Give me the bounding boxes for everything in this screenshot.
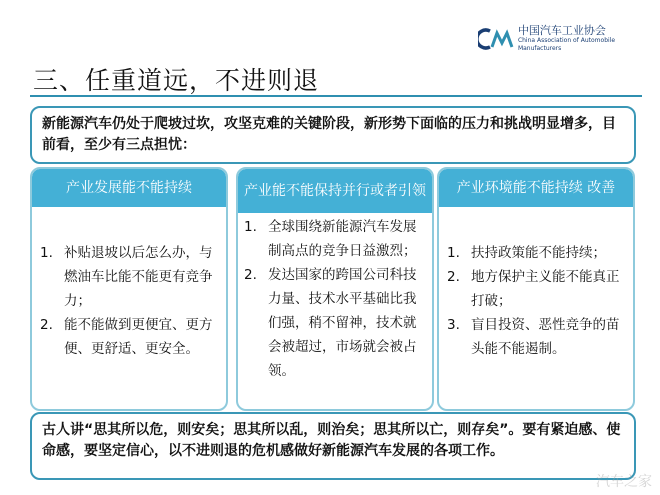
list-item xyxy=(447,265,627,313)
conclusion-text: 古人讲“思其所以危，则安矣；思其所以乱，则治矣；思其所以亡，则存矣”。要有紧迫感、使命感，要坚定信心，以不进则退的危机感做好新能源汽车发展的各项工作。 xyxy=(42,422,621,459)
concern-column-industry-development xyxy=(30,167,228,411)
list-item xyxy=(244,263,426,383)
item-text: 能不能做到更便宜、更方便、更舒适、更安全。 xyxy=(64,317,213,357)
item-text: 地方保护主义能不能真正打破； xyxy=(471,269,620,309)
item-text: 补贴退坡以后怎么办，与燃油车比能不能更有竞争力； xyxy=(64,245,213,309)
list-item xyxy=(447,313,627,361)
concern-column-industry-leadership xyxy=(236,167,434,411)
item-number: 3. xyxy=(447,317,460,333)
item-text: 全球围绕新能源汽车发展制高点的竞争日益激烈； xyxy=(268,219,417,259)
item-number: 2. xyxy=(244,267,257,283)
column-heading: 产业环境能不能持续 改善 xyxy=(439,169,633,207)
column-heading: 产业发展能不能持续 xyxy=(32,169,226,207)
item-text: 发达国家的跨国公司科技力量、技术水平基础比我们强，稍不留神，技术就会被超过，市场就会被占领。 xyxy=(268,267,417,379)
caam-logo-icon xyxy=(478,28,514,50)
intro-text: 新能源汽车仍处于爬坡过坎，攻坚克难的关键阶段，新形势下面临的压力和挑战明显增多，目前看，至少有三点担忧： xyxy=(42,116,616,153)
logo-english-name: China Association of Automobile Manufacturers xyxy=(517,37,616,52)
list-item xyxy=(40,313,220,361)
watermark: 汽车之家 xyxy=(596,474,652,490)
item-text: 扶持政策能不能持续； xyxy=(471,245,606,261)
concern-list xyxy=(32,207,226,361)
page-title: 三、任重道远，不进则退 xyxy=(33,66,320,95)
concern-column-industry-environment xyxy=(437,167,635,411)
item-number: 2. xyxy=(40,317,53,333)
logo-chinese-name: 中国汽车工业协会 xyxy=(517,24,606,37)
conclusion-box xyxy=(30,412,636,480)
concern-list xyxy=(439,207,633,361)
intro-box xyxy=(30,106,636,164)
list-item xyxy=(40,241,220,313)
item-text: 盲目投资、恶性竞争的苗头能不能遏制。 xyxy=(471,317,620,357)
list-item xyxy=(244,215,426,263)
list-item xyxy=(447,241,627,265)
item-number: 2. xyxy=(447,269,460,285)
concern-list xyxy=(238,213,432,383)
title-divider xyxy=(30,95,642,97)
item-number: 1. xyxy=(447,245,460,261)
item-number: 1. xyxy=(244,219,257,235)
caam-logo xyxy=(478,24,660,53)
item-number: 1. xyxy=(40,245,53,261)
column-heading: 产业能不能保持并行或者引领 xyxy=(238,169,432,213)
